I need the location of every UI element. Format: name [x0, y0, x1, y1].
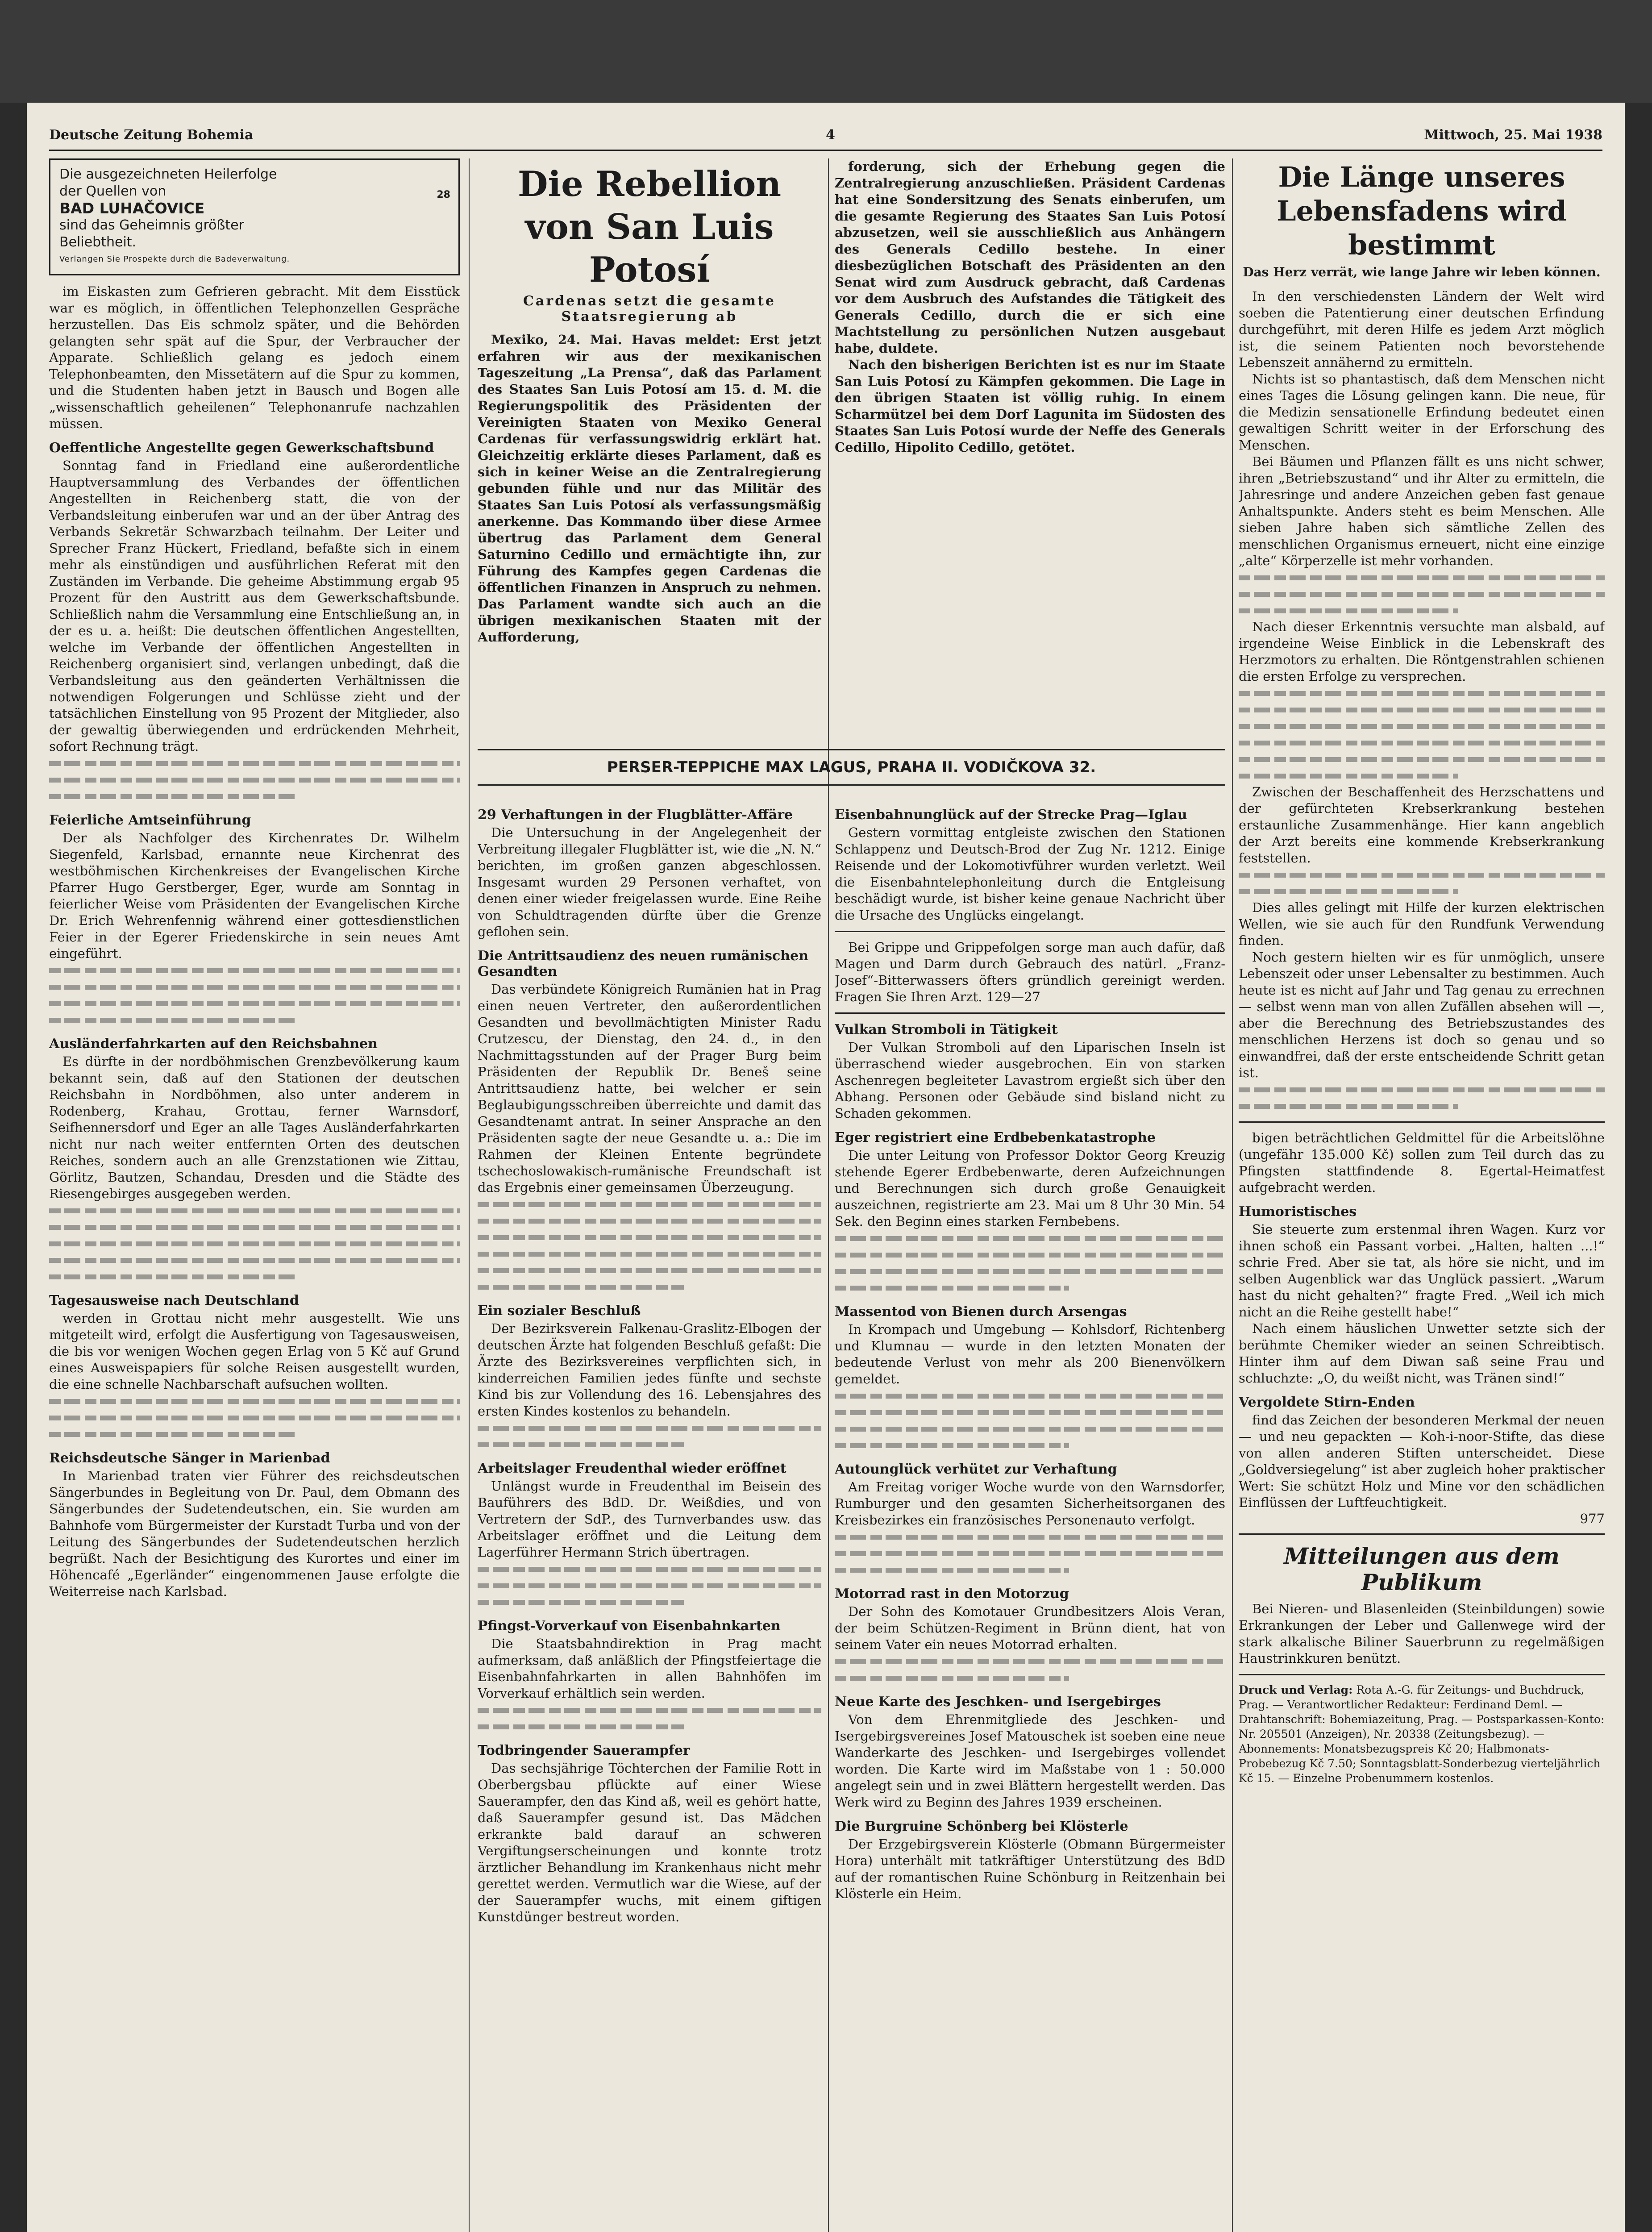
article-heading: Die Antrittsaudienz des neuen rumänischen Gesandten [478, 948, 809, 979]
imprint [1239, 1682, 1605, 1786]
article-heading: Pfingst-Vorverkauf von Eisenbahnkarten [478, 1618, 781, 1634]
column-2-lower [478, 799, 821, 2232]
ad-line: sind das Geheimnis größter [59, 217, 244, 233]
article-text: find das Zeichen der besonderen Merkmal der neuen — und neu gepackten — Koh-i-noor-Stifte, das diese von allen anderen Stiften unterscheidet. Diese „Goldversiegelung“ ist aber zugleich hoher praktischer Wert: Sie schützt Holz und Mine vor den schädlichen Einflüssen der Luftfeuchtigkeit. [1239, 1412, 1605, 1510]
article-text: Der Erzgebirgsverein Klösterle (Obmann Bürgermeister Hora) unterhält mit tatkräftiger Unterstützung des BdD auf der romantischen Ruine Schönburg in Reitzenhain bei Klösterle ein Heim. [835, 1836, 1225, 1901]
article-heading: Motorrad rast in den Motorzug [835, 1586, 1069, 1602]
article-heading: Oeffentliche Angestellte gegen Gewerkschaftsbund [49, 440, 434, 456]
article-text: In Marienbad traten vier Führer des reichsdeutschen Sängerbundes in Begleitung von Dr. Paul, dem Obmann des Sängerbundes der Sudetendeutschen, ein. Sie wurden am Bahnhofe vom Bürgermeister der Kurstadt Turba und von der Leitung des Sängerbundes der Sudetendeutschen herzlich begrüßt. Nach der Besichtigung des Kurortes und einer im Höhencafé „Egerländer“ eingenommenen Jause erfolgte die Weiterreise nach Karlsbad. [49, 1468, 460, 1599]
article-text: werden in Grottau nicht mehr ausgestellt. Wie uns mitgeteilt wird, erfolgt die Ausfertigung von Tagesausweisen, die bis vor wenigen Wochen gegen Erlag von 5 Kč auf Grund eines Ausweispapiers für solche Reisen ausgestellt wurden, die eine schnelle Nachbarschaft aufsuchen wollten. [49, 1311, 460, 1392]
article-text: Zwischen der Beschaffenheit des Herzschattens und der gefürchteten Krebserkrankung bestehen erstaunliche Zusammenhänge. Hier kann angeblich der Arzt bereits eine kommende Krebserkrankung feststellen. [1239, 784, 1605, 866]
article-text: Nichts ist so phantastisch, daß dem Menschen nicht eines Tages die Lösung gelingen kann. Die neue, für die Medizin sensationelle Erfindung bedeutet einen gewaltigen Schritt weiter in der Erforschung des Menschen. [1239, 371, 1605, 453]
headline-lebensfaden: Die Länge unseres Lebensfadens wird bestimmt [1277, 161, 1567, 261]
article-text: Mexiko, 24. Mai. Havas meldet: Erst jetzt erfahren wir aus der mexikanischen Tageszeitung „La Prensa“, daß das Parlament des Staates San Luis Potosí am 15. d. M. die Regierungspolitik des Präsidenten der Vereinigten Staaten von Mexiko General Cardenas für verfassungswidrig erklärt hat. Gleichzeitig erklärte dieses Parlament, daß es sich in keiner Weise an die Zentralregierung gebunden fühle und nur das Militär des Staates San Luis Potosí als verfassungsmäßig anerkenne. Das Kommando über diese Armee übertrug das Parlament dem General Saturnino Cedillo und ermächtigte ihn, zur Führung des Kampfes gegen Cardenas die öffentlichen Finanzen in Anspruch zu nehmen. Das Parlament wandte sich auch an die übrigen mexikanischen Staaten mit der Aufforderung, [478, 332, 821, 645]
article-text: Das verbündete Königreich Rumänien hat in Prag einen neuen Vertreter, den außerordentlichen Gesandten und bevollmächtigten Minister Radu Crutzescu, der Dienstag, den 24. d., in den Nachmittagsstunden auf der Prager Burg beim Präsidenten der Republik Dr. Beneš seine Antrittsaudienz hatte, bei welcher er sein Beglaubigungsschreiben überreichte und damit das Gesandtenamt antrat. In seiner Ansprache an den Präsidenten sagte der neue Gesandte u. a.: Die im Rahmen der Kleinen Entente begründete tschechoslowakisch-rumänische Freundschaft ist das Ergebnis einer gemeinsamen Überzeugung. [478, 982, 821, 1195]
masthead-name: Deutsche Zeitung Bohemia [49, 127, 254, 143]
advertisement-luhacovice [49, 158, 460, 275]
article-text: Am Freitag voriger Woche wurde von den Warnsdorfer, Rumburger und den gesamten Sicherheitsorganen des Kreisbezirkes ein französisches Personenauto verfolgt. [835, 1479, 1225, 1528]
issue-date: Mittwoch, 25. Mai 1938 [1424, 127, 1602, 143]
ad-number: 977 [1580, 1511, 1605, 1526]
article-text: Noch gestern hielten wir es für unmöglich, unsere Lebenszeit oder unser Lebensalter zu bestimmen. Auch heute ist es nicht auf Jahr und Tag genau zu errechnen — selbst wenn man von allen Zufällen absehen will —, aber die Berechnung des Betriebszustandes des menschlichen Herzens ist doch so genau und so einwandfrei, daß der erste entscheidende Schritt getan ist. [1239, 949, 1605, 1080]
subheadline: Cardenas setzt die gesamte Staatsregierung ab [523, 293, 776, 325]
column-4 [1239, 158, 1605, 2232]
imprint-title: Druck und Verlag: [1239, 1683, 1353, 1696]
article-heading: Autounglück verhütet zur Verhaftung [835, 1462, 1117, 1477]
column-3-lower [835, 799, 1225, 2232]
newspaper-page [27, 103, 1625, 2232]
article-heading: Massentod von Bienen durch Arsengas [835, 1304, 1127, 1320]
article-heading: 29 Verhaftungen in der Flugblätter-Affäre [478, 807, 793, 823]
article-text: Sie steuerte zum erstenmal ihren Wagen. Kurz vor ihnen schoß ein Passant vorbei. „Halten, halten ...!“ schrie Fred. Aber sie tat, als höre sie nicht, und im selben Augenblick war das Unglück passiert. „Warum hast du nicht gehalten?“ fragte Fred. „Weil ich mich nicht an die Reihe gestellt habe!“ [1239, 1222, 1605, 1320]
article-text: Die Staatsbahndirektion in Prag macht aufmerksam, daß anläßlich der Pfingstfeiertage die Eisenbahnfahrkarten in allen Bahnhöfen im Vorverkauf erhältlich sein werden. [478, 1636, 821, 1701]
article-text: In den verschiedensten Ländern der Welt wird soeben die Patentierung einer deutschen Erfindung durchgeführt, mit deren Hilfe es jedem Arzt möglich ist, die seinem Patienten noch bevorstehende Lebenszeit annähernd zu ermitteln. [1239, 289, 1605, 370]
article-heading: Todbringender Sauerampfer [478, 1743, 690, 1758]
section-title-publikum: Mitteilungen aus dem Publikum [1284, 1543, 1560, 1595]
article-text: Die unter Leitung von Professor Doktor Georg Kreuzig stehende Egerer Erdbebenwarte, deren Aufzeichnungen und Berechnungen sich durch große Genauigkeit auszeichnen, registrierte am 23. Mai um 8 Uhr 30 Min. 54 Sek. den Beginn eines starken Fernbebens. [835, 1148, 1225, 1229]
ad-code: 28 [437, 189, 450, 200]
article-heading: Ein sozialer Beschluß [478, 1303, 641, 1319]
grippe-advertisement: Bei Grippe und Grippefolgen sorge man auch dafür, daß Magen und Darm durch Gebrauch des natürl. „Franz-Josef“-Bitterwassers öfters gründlich gereinigt werden. Fragen Sie Ihren Arzt. 129—27 [835, 940, 1225, 1004]
article-text: Der Sohn des Komotauer Grundbesitzers Alois Veran, der beim Schützen-Regiment in Brünn dient, hat von seinem Vater ein neues Motorrad erhalten. [835, 1604, 1225, 1652]
article-text: Von dem Ehrenmitgliede des Jeschken- und Isergebirgsvereines Josef Matouschek ist soeben eine neue Wanderkarte des Jeschken- und Isergebirges vollendet worden. Die Karte wird im Maßstabe von 1 : 50.000 angelegt sein und in zwei Blättern hergestellt werden. Das Werk wird zu Beginn des Jahres 1939 erscheinen. [835, 1712, 1225, 1810]
article-text: im Eiskasten zum Gefrieren gebracht. Mit dem Eisstück war es möglich, in öffentlichen Telephonzellen Gespräche herzustellen. Das Eis schmolz später, und die Behörden gelangten sehr spät auf die Spur, der Verbraucher der Apparate. Schließlich gelang es jedoch einem Telephonbeamten, den Missetätern auf die Spur zu kommen, und die Studenten haben jetzt in Bausch und Bogen alle „wissenschaftlich geheilenen“ Telephonanrufe nachzahlen müssen. [49, 284, 460, 431]
article-heading: Die Burgruine Schönberg bei Klösterle [835, 1819, 1128, 1834]
article-text: Sonntag fand in Friedland eine außerordentliche Hauptversammlung des Verbandes der öffentlichen Angestellten in Reichenberg statt, die von der Verbandsleitung einberufen war und an der über Antrag des Verbands Sekretär Schwarzbach teilnahm. Der Leiter und Sprecher Franz Hückert, Friedland, befaßte sich in einem mehr als einstündigen und ausführlichen Referat mit den Zuständen im Verbande. Die geheime Abstimmung ergab 95 Prozent für den Austritt aus dem Gewerkschaftsbunde. Schließlich nahm die Versammlung eine Entschließung an, in der es u. a. heißt: Die deutschen öffentlichen Angestellten, welche im Verbande der öffentlichen Angestellten in Reichenberg organisiert sind, verlangen unbedingt, daß die Verbandsleitung aus den geänderten Verhältnissen die notwendigen Folgerungen und Schlüsse zieht und der tatsächlichen Einstellung von 95 Prozent der Mitglieder, also der gewaltig überwiegenden und erdrückenden Mehrheit, sofort Rechnung trägt. [49, 458, 460, 754]
page-number: 4 [826, 127, 835, 143]
article-heading: Tagesausweise nach Deutschland [49, 1293, 299, 1308]
imprint-text: Rota A.-G. für Zeitungs- und Buchdruck, Prag. — Verantwortlicher Redakteur: Ferdinand Deml. — Drahtanschrift: Bohemiazeitung, Prag. — Postsparkassen-Konto: Nr. 205501 (Anzeigen), Nr. 20338 (Zeitungsbezug). — Abonnements: Monatsbezugspreis Kč 20; Halbmonats-Probebezug Kč 7.50; Sonntagsblatt-Sonderbezug vierteljährlich Kč 15. — Einzelne Probenummern kostenlos. [1239, 1683, 1605, 1785]
ad-line: Beliebtheit. [59, 234, 137, 250]
article-heading: Neue Karte des Jeschken- und Isergebirges [835, 1694, 1161, 1710]
article-text: Nach einem häuslichen Unwetter setzte sich der berühmte Chemiker wieder an seinen Schreibtisch. Hinter ihm auf dem Diwan saß seine Frau und schluchzte: „O, du weißt nicht, was Tränen sind!“ [1239, 1321, 1605, 1386]
article-text: Es dürfte in der nordböhmischen Grenzbevölkerung kaum bekannt sein, daß auf den Stationen der deutschen Reichsbahn in Nordböhmen, also unter anderem in Rodenberg, Krahau, Grottau, ferner Warnsdorf, Seifhennersdorf und Eger an alle Tages Ausländerfahrkarten nicht nur nach weiter entfernten Orten des deutschen Reiches, sondern auch an alle Grenzstationen wie Zittau, Görlitz, Bautzen, Schandau, Dresden und die Städte des Riesengebirges ausgegeben werden. [49, 1054, 460, 1201]
article-text: Nach dieser Erkenntnis versuchte man alsbald, auf irgendeine Weise Einblick in die Lebenskraft des Herzmotors zu erhalten. Die Röntgenstrahlen schienen die ersten Erfolge zu versprechen. [1239, 619, 1605, 684]
article-text: Der als Nachfolger des Kirchenrates Dr. Wilhelm Siegenfeld, Karlsbad, ernannte neue Kirchenrat des westböhmischen Kirchenkreises der Evangelischen Kirche Pfarrer Hugo Gerstberger, Eger, wurde am Sonntag in feierlicher Weise vom Präsidenten der Evangelischen Kirche Dr. Erich Wehrenfennig während einer gottesdienstlichen Feier in der Egerer Friedenskirche in sein neues Amt eingeführt. [49, 830, 460, 961]
article-heading: Arbeitslager Freudenthal wieder eröffnet [478, 1461, 786, 1476]
ad-note: Verlangen Sie Prospekte durch die Badeverwaltung. [59, 254, 290, 264]
article-text: Der Bezirksverein Falkenau-Graslitz-Elbogen der deutschen Ärzte hat folgenden Beschluß gefaßt: Die Ärzte des Bezirksvereines verpflichten sich, in kinderreichen Familien jedes fünfte und sechste Kind bis zur Vollendung des 16. Lebensjahres des ersten Kindes kostenlos zu behandeln. [478, 1321, 821, 1419]
article-heading: Vergoldete Stirn-Enden [1239, 1395, 1415, 1410]
page-header [49, 127, 1602, 151]
article-text: Nach den bisherigen Berichten ist es nur im Staate San Luis Potosí zu Kämpfen gekommen. Die Lage in den übrigen Staaten ist völlig ruhig. In einem Scharmützel bei dem Dorf Lagunita im Südosten des Staates San Luis Potosí wurde der Neffe des Generals Cedillo, Hipolito Cedillo, getötet. [835, 357, 1225, 455]
article-text: forderung, sich der Erhebung gegen die Zentralregierung anzuschließen. Präsident Cardenas hat eine Sondersitzung des Senats einberufen, um die gesamte Regierung des Staates San Luis Potosí abzusetzen, weil sie ausschließlich aus Anhängern des Generals Cedillo bestehe. In einer diesbezüglichen Botschaft des Präsidenten an den Senat wird zum Ausdruck gebracht, daß Cardenas vor dem Ausbruch des Aufstandes die Tätigkeit des Generals Cedillo, durch die er sich eine Machtstellung zu persönlichen Nutzen ausgebaut habe, duldete. [835, 159, 1225, 356]
subheadline: Das Herz verrät, wie lange Jahre wir leben können. [1243, 265, 1601, 279]
article-heading: Reichsdeutsche Sänger in Marienbad [49, 1450, 330, 1466]
article-heading: Eisenbahnunglück auf der Strecke Prag—Iglau [835, 807, 1187, 823]
article-text: bigen beträchtlichen Geldmittel für die Arbeitslöhne (ungefähr 135.000 Kč) sollen zum Teil durch das zu Pfingsten stattfindende 8. Egertal-Heimatfest aufgebracht werden. [1239, 1130, 1605, 1195]
article-heading: Ausländerfahrkarten auf den Reichsbahnen [49, 1036, 378, 1052]
article-heading: Feierliche Amtseinführung [49, 812, 251, 828]
ad-line: der Quellen von [59, 183, 166, 199]
ad-name: BAD LUHAČOVICE [59, 200, 205, 217]
column-rule [1232, 158, 1233, 2232]
column-rule [469, 158, 470, 2232]
article-text: Der Vulkan Stromboli auf den Liparischen Inseln ist überraschend wieder ausgebrochen. Ein von starken Aschenregen begleiteter Lavastrom ergießt sich über den Abhang. Personen oder Gebäude sind bisland nicht zu Schaden gekommen. [835, 1040, 1225, 1121]
banner-region [478, 741, 1225, 796]
column-1 [49, 158, 460, 2232]
column-rule [828, 158, 829, 2232]
article-text: Die Untersuchung in der Angelegenheit der Verbreitung illegaler Flugblätter ist, wie die „N. N.“ berichten, im großen ganzen abgeschlossen. Insgesamt wurden 29 Personen verhaftet, von denen einer wieder freigelassen wurde. Eine Reihe von Schuldtragenden dürfte über die Grenze geflohen sein. [478, 825, 821, 939]
carpet-advertisement-banner: PERSER-TEPPICHE MAX LAGUS, PRAHA II. VODIČKOVA 32. [478, 749, 1225, 786]
article-text: Gestern vormittag entgleiste zwischen den Stationen Schlappenz und Deutsch-Brod der Zug Nr. 1212. Einige Reisende und der Lokomotivführer wurden verletzt. Weil die Eisenbahntelephonleitung durch die Entgleisung beschädigt wurde, ist bisher keine genaue Nachricht über die Ursache des Unglücks eingelangt. [835, 825, 1225, 923]
scan-top-edge [0, 0, 1652, 103]
ad-line: Die ausgezeichneten Heilerfolge [59, 167, 277, 182]
article-text: Unlängst wurde in Freudenthal im Beisein des Bauführers des BdD. Dr. Weißdies, und von Vertretern der SdP., des Turnverbandes usw. das Arbeitslager eröffnet und die Leitung dem Lagerführer Hermann Strich übertragen. [478, 1478, 821, 1560]
article-heading: Vulkan Stromboli in Tätigkeit [835, 1022, 1058, 1037]
article-heading: Humoristisches [1239, 1204, 1357, 1220]
article-text: Dies alles gelingt mit Hilfe der kurzen elektrischen Wellen, wie sie auch für den Rundfunk Verwendung finden. [1239, 900, 1605, 948]
article-text: Bei Bäumen und Pflanzen fällt es uns nicht schwer, ihren „Betriebszustand“ und ihr Alter zu ermitteln, die Jahresringe und andere Anzeichen geben fast genaue Anhaltspunkte. Anders steht es beim Menschen. Alle sieben Jahre haben sich sämtliche Zellen des menschlichen Organismus erneuert, nicht eine einzige „alte“ Körperzelle ist mehr vorhanden. [1239, 454, 1605, 568]
article-heading: Eger registriert eine Erdbebenkatastrophe [835, 1130, 1156, 1145]
article-text: In Krompach und Umgebung — Kohlsdorf, Richtenberg und Klumnau — wurde in den letzten Monaten der bedeutende Verlust von mehr als 200 Bienenvölkern gemeldet. [835, 1322, 1225, 1387]
article-text: Bei Nieren- und Blasenleiden (Steinbildungen) sowie Erkrankungen der Leber und Gallenwege wird der stark alkalische Biliner Sauerbrunn zu regelmäßigen Haustrinkkuren benützt. [1239, 1601, 1605, 1666]
article-text: Das sechsjährige Töchterchen der Familie Rott in Oberbergsbau pflückte auf einer Wiese Sauerampfer, den das Kind aß, weil es gehört hatte, daß Sauerampfer gesund ist. Das Mädchen erkrankte bald darauf an schweren Vergiftungserscheinungen und konnte trotz ärztlicher Behandlung im Krankenhaus nicht mehr gerettet werden. Vermutlich war die Wiese, auf der der Sauerampfer wuchs, mit einem giftigen Kunstdünger bestreut worden. [478, 1761, 821, 1924]
headline-rebellion: Die Rebellion von San Luis Potosí [517, 164, 782, 290]
